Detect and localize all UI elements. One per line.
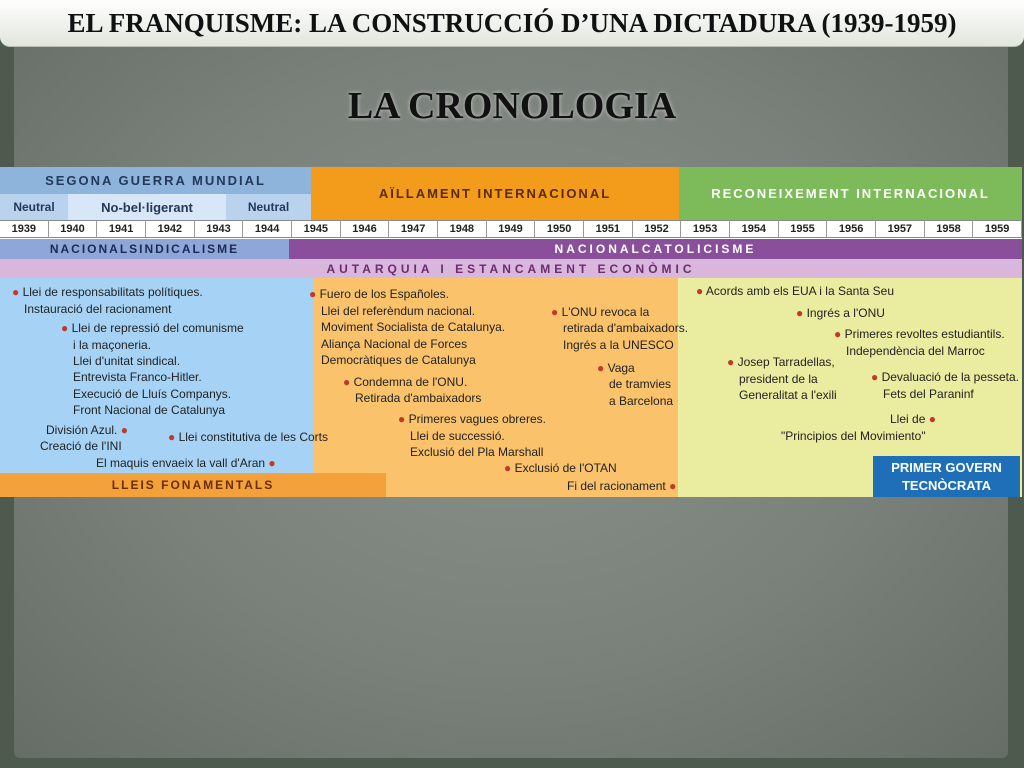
event-item xyxy=(504,460,617,477)
year-label: 1956 xyxy=(827,220,876,238)
event-item xyxy=(61,320,244,337)
period-recognition: RECONEIXEMENT INTERNACIONAL xyxy=(679,167,1022,220)
bullet-icon: ● xyxy=(727,355,735,369)
event-item xyxy=(609,393,673,410)
event-text: Retirada d'ambaixadors xyxy=(355,391,482,405)
event-text: Aliança Nacional de Forces xyxy=(321,337,468,351)
event-item xyxy=(398,411,546,428)
year-label: 1941 xyxy=(97,220,146,238)
event-text: El maquis envaeix la vall d'Aran xyxy=(96,456,266,470)
event-item xyxy=(883,386,974,403)
event-item xyxy=(563,337,674,354)
event-text: Llei d'unitat sindical. xyxy=(73,354,181,368)
event-text: Llei constitutiva de les Corts xyxy=(178,430,328,444)
year-label: 1953 xyxy=(681,220,730,238)
event-item xyxy=(343,374,467,391)
bullet-icon: ● xyxy=(928,412,936,426)
event-item xyxy=(796,305,885,322)
year-label: 1946 xyxy=(341,220,390,238)
year-label: 1940 xyxy=(49,220,98,238)
event-item xyxy=(846,343,985,360)
page-title: EL FRANQUISME: LA CONSTRUCCIÓ D’UNA DICTADURA (1939-1959) xyxy=(0,0,1024,47)
year-label: 1955 xyxy=(779,220,828,238)
primer-govern-box xyxy=(873,456,1020,497)
event-text: Execució de Lluís Companys. xyxy=(73,387,232,401)
bullet-icon: ● xyxy=(551,305,559,319)
bullet-icon: ● xyxy=(398,412,406,426)
year-label: 1943 xyxy=(195,220,244,238)
lleis-fonamentals-band: LLEIS FONAMENTALS xyxy=(0,473,386,497)
event-text: de tramvies xyxy=(609,377,672,391)
event-item xyxy=(567,478,676,495)
event-item xyxy=(871,369,1019,386)
year-label: 1939 xyxy=(0,220,49,238)
period-nacionalsindicalisme: NACIONALSINDICALISME xyxy=(0,239,289,259)
event-item xyxy=(321,336,467,353)
period-nacionalcatolicisme: NACIONALCATOLICISME xyxy=(289,239,1022,259)
event-text: Condemna de l'ONU. xyxy=(353,375,468,389)
bullet-icon: ● xyxy=(871,370,879,384)
year-label: 1944 xyxy=(243,220,292,238)
event-item xyxy=(355,390,481,407)
event-item xyxy=(73,353,180,370)
event-text: Llei de xyxy=(890,412,926,426)
bullet-icon: ● xyxy=(343,375,351,389)
event-item xyxy=(696,283,894,300)
event-text: a Barcelona xyxy=(609,394,674,408)
event-item xyxy=(551,304,649,321)
bullet-icon: ● xyxy=(309,287,317,301)
event-item xyxy=(563,320,688,337)
bullet-icon: ● xyxy=(168,430,176,444)
year-label: 1957 xyxy=(876,220,925,238)
year-label: 1952 xyxy=(633,220,682,238)
event-item xyxy=(834,326,1005,343)
period-autarquia: AUTARQUIA I ESTANCAMENT ECONÒMIC xyxy=(0,259,1022,278)
event-text: Democràtiques de Catalunya xyxy=(321,353,476,367)
event-item xyxy=(73,402,225,419)
event-text: Exclusió de l'OTAN xyxy=(514,461,617,475)
event-text: Acords amb els EUA i la Santa Seu xyxy=(705,284,895,298)
period-war: SEGONA GUERRA MUNDIAL xyxy=(0,167,311,194)
event-text: "Principios del Movimiento" xyxy=(781,429,926,443)
period-neutral-2: Neutral xyxy=(226,194,311,220)
year-label: 1959 xyxy=(973,220,1022,238)
bullet-icon: ● xyxy=(120,423,128,437)
event-item xyxy=(597,360,635,377)
primer-govern-line2: TECNÒCRATA xyxy=(901,478,992,493)
event-text: retirada d'ambaixadors. xyxy=(563,321,689,335)
event-item xyxy=(24,301,171,318)
event-item xyxy=(739,387,837,404)
event-text: Vaga xyxy=(607,361,635,375)
year-label: 1942 xyxy=(146,220,195,238)
event-item xyxy=(73,369,202,386)
event-text: Entrevista Franco-Hitler. xyxy=(73,370,202,384)
event-text: Instauració del racionament xyxy=(24,302,172,316)
event-text: Fuero de los Españoles. xyxy=(319,287,450,301)
event-text: Ingrés a l'ONU xyxy=(806,306,885,320)
year-label: 1951 xyxy=(584,220,633,238)
event-text: Ingrés a la UNESCO xyxy=(563,338,674,352)
bullet-icon: ● xyxy=(268,456,276,470)
slide-subtitle: LA CRONOLOGIA xyxy=(347,85,677,127)
event-text: Front Nacional de Catalunya xyxy=(73,403,226,417)
event-text: Devaluació de la pesseta. xyxy=(881,370,1020,384)
event-text: Primeres revoltes estudiantils. xyxy=(844,327,1005,341)
event-item xyxy=(410,444,543,461)
event-item xyxy=(168,429,328,446)
event-item xyxy=(321,319,505,336)
bullet-icon: ● xyxy=(61,321,69,335)
bullet-icon: ● xyxy=(597,361,605,375)
event-item xyxy=(73,337,151,354)
year-label: 1958 xyxy=(925,220,974,238)
event-item xyxy=(12,284,203,301)
event-item xyxy=(309,286,449,303)
event-item xyxy=(410,428,505,445)
bullet-icon: ● xyxy=(834,327,842,341)
event-text: Josep Tarradellas, xyxy=(737,355,835,369)
year-label: 1948 xyxy=(438,220,487,238)
bullet-icon: ● xyxy=(796,306,804,320)
event-text: Independència del Marroc xyxy=(846,344,985,358)
event-text: Moviment Socialista de Catalunya. xyxy=(321,320,506,334)
bullet-icon: ● xyxy=(696,284,704,298)
period-nonbelligerent: No-bel·ligerant xyxy=(68,194,226,220)
event-text: Generalitat a l'exili xyxy=(739,388,837,402)
bullet-icon: ● xyxy=(669,479,677,493)
bullet-icon: ● xyxy=(504,461,512,475)
year-label: 1947 xyxy=(389,220,438,238)
event-text: L'ONU revoca la xyxy=(561,305,650,319)
event-text: Llei de successió. xyxy=(410,429,505,443)
event-text: Fi del racionament xyxy=(567,479,666,493)
period-neutral-1: Neutral xyxy=(0,194,68,220)
event-item xyxy=(890,411,936,428)
event-item xyxy=(781,428,926,445)
event-text: Llei del referèndum nacional. xyxy=(321,304,476,318)
event-text: Exclusió del Pla Marshall xyxy=(410,445,544,459)
period-isolation: AÏLLAMENT INTERNACIONAL xyxy=(311,167,679,220)
event-item xyxy=(46,422,128,439)
event-text: Llei de responsabilitats polítiques. xyxy=(22,285,203,299)
event-text: Primeres vagues obreres. xyxy=(408,412,546,426)
year-label: 1954 xyxy=(730,220,779,238)
primer-govern-line1: PRIMER GOVERN xyxy=(891,460,1002,475)
event-item xyxy=(727,354,835,371)
event-text: Fets del Paraninf xyxy=(883,387,974,401)
event-text: Creació de l'INI xyxy=(40,439,122,453)
event-item xyxy=(609,376,671,393)
event-text: i la maçoneria. xyxy=(73,338,152,352)
event-item xyxy=(739,371,818,388)
event-item xyxy=(96,455,276,472)
year-label: 1945 xyxy=(292,220,341,238)
event-item xyxy=(40,438,122,455)
event-item xyxy=(73,386,231,403)
timeline-chart xyxy=(0,167,1022,497)
event-text: División Azul. xyxy=(46,423,118,437)
year-label: 1950 xyxy=(535,220,584,238)
event-item xyxy=(321,352,476,369)
event-item xyxy=(321,303,475,320)
bullet-icon: ● xyxy=(12,285,20,299)
year-label: 1949 xyxy=(487,220,536,238)
event-text: Llei de repressió del comunisme xyxy=(71,321,244,335)
event-text: president de la xyxy=(739,372,818,386)
